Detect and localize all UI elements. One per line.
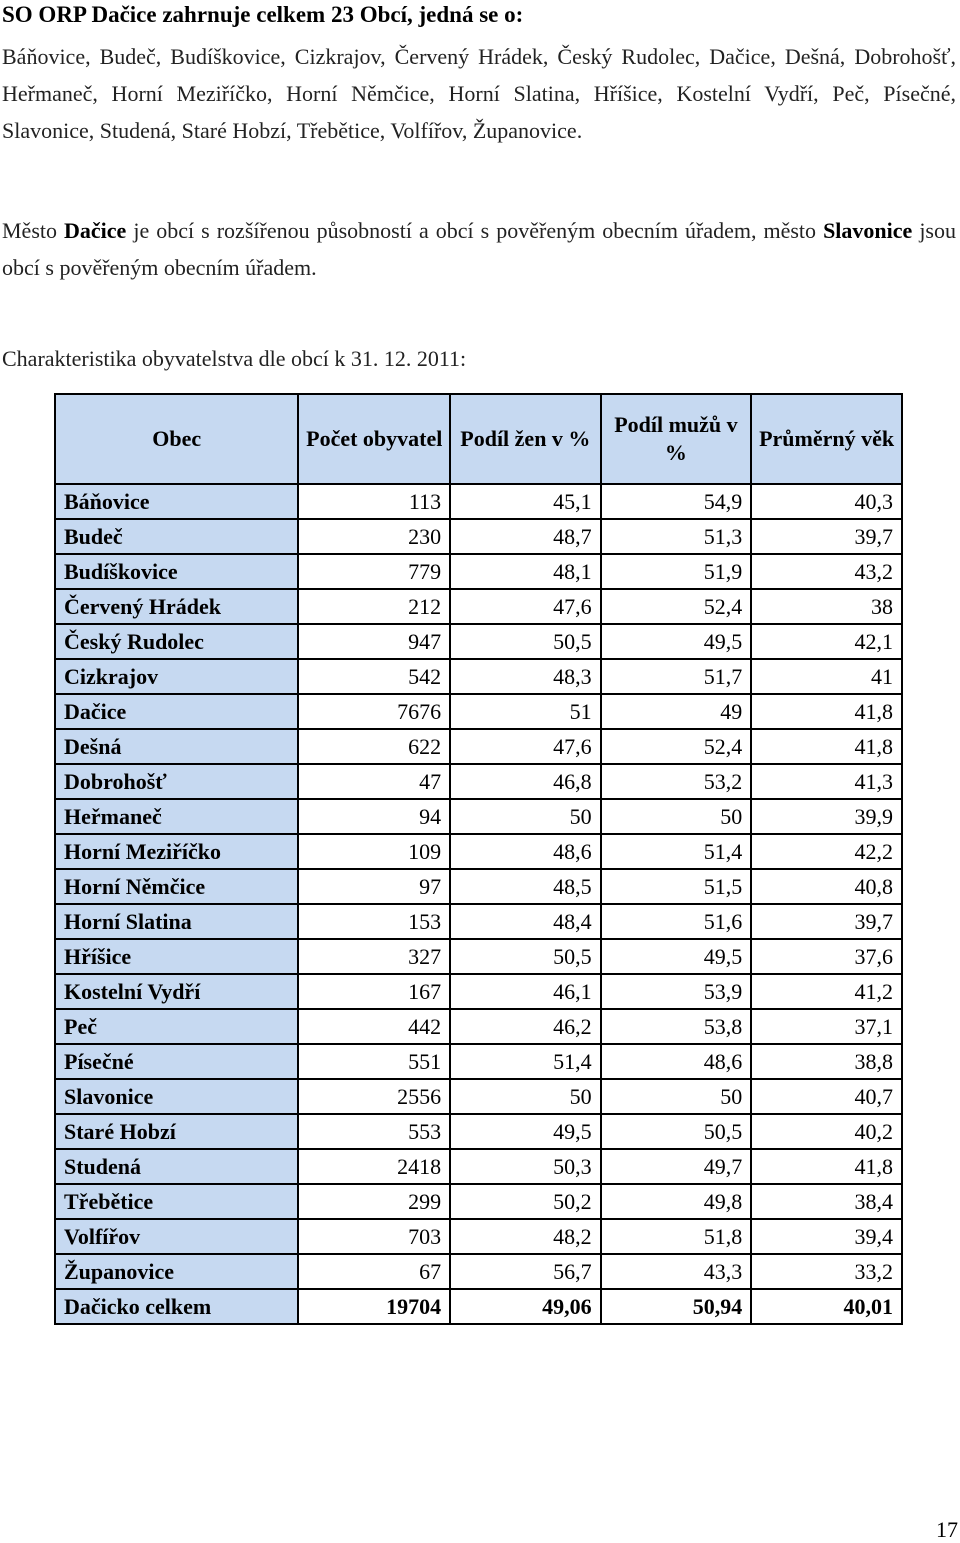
table-row [55, 1079, 902, 1114]
status-text-3: jsou obcí s pověřeným obecním úřadem. [2, 218, 956, 280]
table-header-row [55, 394, 902, 484]
men-share-value: 49,5 [601, 939, 752, 974]
table-row [55, 554, 902, 589]
average-age-value: 39,7 [751, 519, 902, 554]
men-share-value: 50,94 [601, 1289, 752, 1324]
table-caption: Charakteristika obyvatelstva dle obcí k 31. 12. 2011: [2, 346, 467, 371]
average-age-value: 38,8 [751, 1044, 902, 1079]
municipality-name: Peč [55, 1009, 298, 1044]
table-row [55, 1149, 902, 1184]
men-share-value: 51,9 [601, 554, 752, 589]
status-paragraph [2, 212, 956, 286]
women-share-value: 47,6 [450, 729, 601, 764]
table-row [55, 519, 902, 554]
men-share-value: 51,6 [601, 904, 752, 939]
population-value: 97 [298, 869, 450, 904]
municipality-name: Budíškovice [55, 554, 298, 589]
men-share-value: 51,7 [601, 659, 752, 694]
population-value: 67 [298, 1254, 450, 1289]
average-age-value: 40,2 [751, 1114, 902, 1149]
women-share-value: 48,7 [450, 519, 601, 554]
average-age-value: 41,8 [751, 729, 902, 764]
average-age-value: 40,7 [751, 1079, 902, 1114]
population-value: 947 [298, 624, 450, 659]
municipality-name: Cizkrajov [55, 659, 298, 694]
table-row [55, 1184, 902, 1219]
header-podil-zen: Podíl žen v % [450, 394, 601, 484]
women-share-value: 50,5 [450, 624, 601, 659]
men-share-value: 49,5 [601, 624, 752, 659]
table-row [55, 869, 902, 904]
women-share-value: 48,1 [450, 554, 601, 589]
municipality-name: Horní Meziříčko [55, 834, 298, 869]
population-value: 442 [298, 1009, 450, 1044]
average-age-value: 38,4 [751, 1184, 902, 1219]
status-town-dacice: Dačice [64, 218, 127, 243]
municipality-name: Horní Slatina [55, 904, 298, 939]
table-row [55, 659, 902, 694]
women-share-value: 46,2 [450, 1009, 601, 1044]
men-share-value: 50 [601, 799, 752, 834]
women-share-value: 51,4 [450, 1044, 601, 1079]
population-value: 113 [298, 484, 450, 519]
women-share-value: 49,5 [450, 1114, 601, 1149]
population-value: 47 [298, 764, 450, 799]
population-value: 94 [298, 799, 450, 834]
women-share-value: 46,8 [450, 764, 601, 799]
population-value: 153 [298, 904, 450, 939]
status-text-2: je obcí s rozšířenou působností a obcí s pověřeným obecním úřadem, město [126, 218, 824, 243]
women-share-value: 46,1 [450, 974, 601, 1009]
table-body [55, 484, 902, 1324]
population-value: 779 [298, 554, 450, 589]
header-pocet-obyvatel: Počet obyvatel [298, 394, 450, 484]
municipality-name: Báňovice [55, 484, 298, 519]
average-age-value: 41 [751, 659, 902, 694]
average-age-value: 39,7 [751, 904, 902, 939]
women-share-value: 50,3 [450, 1149, 601, 1184]
status-text-1: Město [2, 218, 65, 243]
women-share-value: 48,4 [450, 904, 601, 939]
men-share-value: 49,7 [601, 1149, 752, 1184]
men-share-value: 52,4 [601, 729, 752, 764]
municipality-name: Budeč [55, 519, 298, 554]
status-town-slavonice: Slavonice [823, 218, 913, 243]
population-value: 299 [298, 1184, 450, 1219]
average-age-value: 38 [751, 589, 902, 624]
municipality-name: Český Rudolec [55, 624, 298, 659]
women-share-value: 48,6 [450, 834, 601, 869]
table-row [55, 974, 902, 1009]
women-share-value: 51 [450, 694, 601, 729]
men-share-value: 43,3 [601, 1254, 752, 1289]
municipality-name: Třebětice [55, 1184, 298, 1219]
average-age-value: 40,3 [751, 484, 902, 519]
men-share-value: 52,4 [601, 589, 752, 624]
men-share-value: 49,8 [601, 1184, 752, 1219]
table-row [55, 694, 902, 729]
table-row [55, 834, 902, 869]
table-row [55, 799, 902, 834]
population-value: 553 [298, 1114, 450, 1149]
section-heading: SO ORP Dačice zahrnuje celkem 23 Obcí, jedná se o: [2, 2, 524, 27]
women-share-value: 48,2 [450, 1219, 601, 1254]
population-value: 2556 [298, 1079, 450, 1114]
municipality-name: Studená [55, 1149, 298, 1184]
table-row [55, 729, 902, 764]
table-row [55, 904, 902, 939]
population-value: 7676 [298, 694, 450, 729]
population-value: 19704 [298, 1289, 450, 1324]
population-value: 109 [298, 834, 450, 869]
table-total-row [55, 1289, 902, 1324]
men-share-value: 50 [601, 1079, 752, 1114]
average-age-value: 40,8 [751, 869, 902, 904]
table-row [55, 1114, 902, 1149]
population-value: 622 [298, 729, 450, 764]
average-age-value: 41,2 [751, 974, 902, 1009]
women-share-value: 48,5 [450, 869, 601, 904]
population-value: 327 [298, 939, 450, 974]
men-share-value: 51,8 [601, 1219, 752, 1254]
population-value: 167 [298, 974, 450, 1009]
average-age-value: 37,1 [751, 1009, 902, 1044]
municipality-name: Slavonice [55, 1079, 298, 1114]
municipality-name: Písečné [55, 1044, 298, 1079]
table-row [55, 764, 902, 799]
municipality-name: Heřmaneč [55, 799, 298, 834]
women-share-value: 50 [450, 1079, 601, 1114]
municipality-name: Kostelní Vydří [55, 974, 298, 1009]
municipality-name: Hříšice [55, 939, 298, 974]
population-value: 2418 [298, 1149, 450, 1184]
women-share-value: 50,5 [450, 939, 601, 974]
municipality-name: Dobrohošť [55, 764, 298, 799]
municipality-name: Horní Němčice [55, 869, 298, 904]
men-share-value: 53,8 [601, 1009, 752, 1044]
table-row [55, 939, 902, 974]
population-value: 703 [298, 1219, 450, 1254]
municipality-name: Červený Hrádek [55, 589, 298, 624]
header-prumerny-vek: Průměrný věk [751, 394, 902, 484]
table-row [55, 624, 902, 659]
population-value: 212 [298, 589, 450, 624]
table-row [55, 1254, 902, 1289]
women-share-value: 50,2 [450, 1184, 601, 1219]
average-age-value: 40,01 [751, 1289, 902, 1324]
header-obec: Obec [55, 394, 298, 484]
women-share-value: 45,1 [450, 484, 601, 519]
municipality-name: Dačice [55, 694, 298, 729]
municipality-name: Dačicko celkem [55, 1289, 298, 1324]
average-age-value: 42,2 [751, 834, 902, 869]
average-age-value: 41,8 [751, 694, 902, 729]
table-row [55, 484, 902, 519]
men-share-value: 48,6 [601, 1044, 752, 1079]
men-share-value: 51,4 [601, 834, 752, 869]
men-share-value: 53,9 [601, 974, 752, 1009]
men-share-value: 53,2 [601, 764, 752, 799]
population-value: 551 [298, 1044, 450, 1079]
average-age-value: 41,8 [751, 1149, 902, 1184]
average-age-value: 43,2 [751, 554, 902, 589]
average-age-value: 37,6 [751, 939, 902, 974]
municipality-name: Staré Hobzí [55, 1114, 298, 1149]
municipality-name: Županovice [55, 1254, 298, 1289]
women-share-value: 49,06 [450, 1289, 601, 1324]
average-age-value: 39,4 [751, 1219, 902, 1254]
average-age-value: 41,3 [751, 764, 902, 799]
average-age-value: 42,1 [751, 624, 902, 659]
table-row [55, 1219, 902, 1254]
women-share-value: 48,3 [450, 659, 601, 694]
average-age-value: 33,2 [751, 1254, 902, 1289]
header-podil-muzu: Podíl mužů v % [601, 394, 752, 484]
population-table [54, 393, 903, 1325]
table-row [55, 589, 902, 624]
municipalities-list-paragraph: Báňovice, Budeč, Budíškovice, Cizkrajov, Červený Hrádek, Český Rudolec, Dačice, Dešná, Dobrohošť, Heřmaneč, Horní Meziříčko, Horní Němčice, Horní Slatina, Hříšice, Kostelní Vydří, Peč, Písečné, Slavonice, Studená, Staré Hobzí, Třebětice, Volfířov, Županovice. [2, 44, 956, 143]
men-share-value: 51,3 [601, 519, 752, 554]
population-value: 542 [298, 659, 450, 694]
women-share-value: 50 [450, 799, 601, 834]
men-share-value: 50,5 [601, 1114, 752, 1149]
table-row [55, 1009, 902, 1044]
municipality-name: Dešná [55, 729, 298, 764]
average-age-value: 39,9 [751, 799, 902, 834]
table-row [55, 1044, 902, 1079]
men-share-value: 54,9 [601, 484, 752, 519]
population-value: 230 [298, 519, 450, 554]
women-share-value: 56,7 [450, 1254, 601, 1289]
municipality-name: Volfířov [55, 1219, 298, 1254]
page-number: 17 [936, 1517, 958, 1542]
men-share-value: 51,5 [601, 869, 752, 904]
men-share-value: 49 [601, 694, 752, 729]
women-share-value: 47,6 [450, 589, 601, 624]
